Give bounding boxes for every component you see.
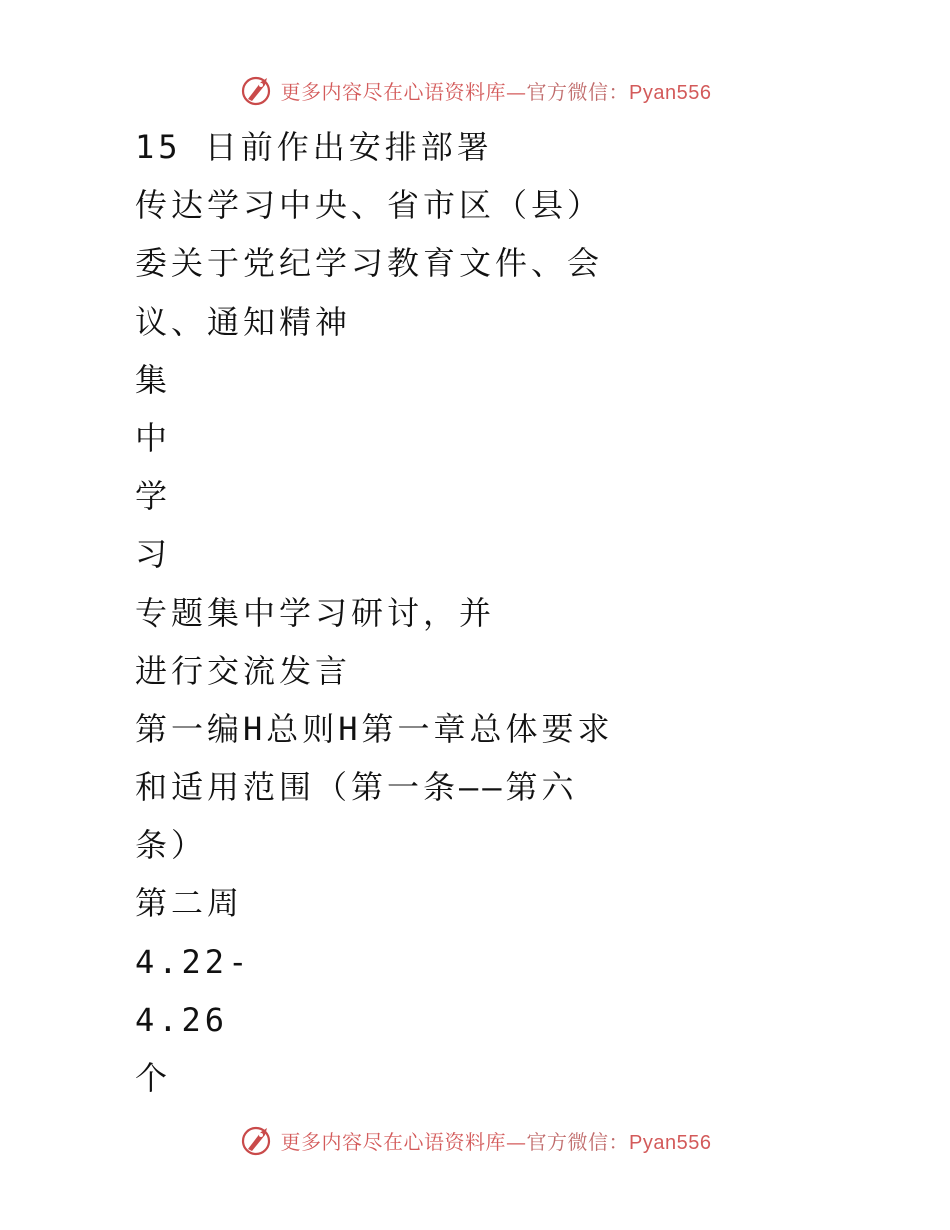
body-line: 和适用范围（第一条——第六 bbox=[135, 768, 578, 807]
body-line: 条） bbox=[135, 826, 208, 865]
body-line: 专题集中学习研讨，并 bbox=[135, 593, 496, 632]
top-watermark-banner bbox=[0, 70, 950, 110]
watermark-official-label: 官方微信： bbox=[526, 79, 630, 104]
watermark-separator: — bbox=[506, 79, 527, 104]
body-line: 个 bbox=[135, 1059, 172, 1097]
body-line: 集 bbox=[135, 360, 172, 399]
document-body bbox=[135, 118, 835, 1107]
watermark-text bbox=[281, 1126, 712, 1155]
body-line: 4.22- bbox=[135, 942, 252, 981]
body-line: 进行交流发言 bbox=[135, 651, 352, 690]
watermark-handle: Pyan556 bbox=[629, 81, 712, 104]
body-line: 15 日前作出安排部署 bbox=[135, 128, 493, 166]
pen-nib-circle-icon bbox=[239, 72, 275, 108]
watermark-official-label: 官方微信： bbox=[526, 1129, 630, 1154]
watermark-handle: Pyan556 bbox=[629, 1131, 712, 1154]
watermark-separator: — bbox=[506, 1129, 527, 1154]
body-line: 学 bbox=[135, 477, 172, 516]
body-line: 第一编H总则H第一章总体要求 bbox=[135, 709, 614, 748]
watermark-main-text: 更多内容尽在心语资料库 bbox=[280, 1129, 507, 1154]
body-line: 习 bbox=[135, 535, 172, 574]
body-line: 第二周 bbox=[135, 884, 244, 923]
watermark-main-text: 更多内容尽在心语资料库 bbox=[280, 79, 507, 104]
body-line: 4.26 bbox=[135, 1000, 229, 1039]
watermark-text bbox=[281, 76, 712, 105]
body-line: 传达学习中央、省市区（县） bbox=[135, 186, 604, 225]
body-line: 委关于党纪学习教育文件、会 bbox=[135, 244, 604, 283]
body-line: 中 bbox=[135, 418, 172, 457]
bottom-watermark-banner bbox=[0, 1120, 950, 1160]
pen-nib-circle-icon bbox=[239, 1122, 275, 1158]
body-line: 议、通知精神 bbox=[135, 302, 352, 341]
